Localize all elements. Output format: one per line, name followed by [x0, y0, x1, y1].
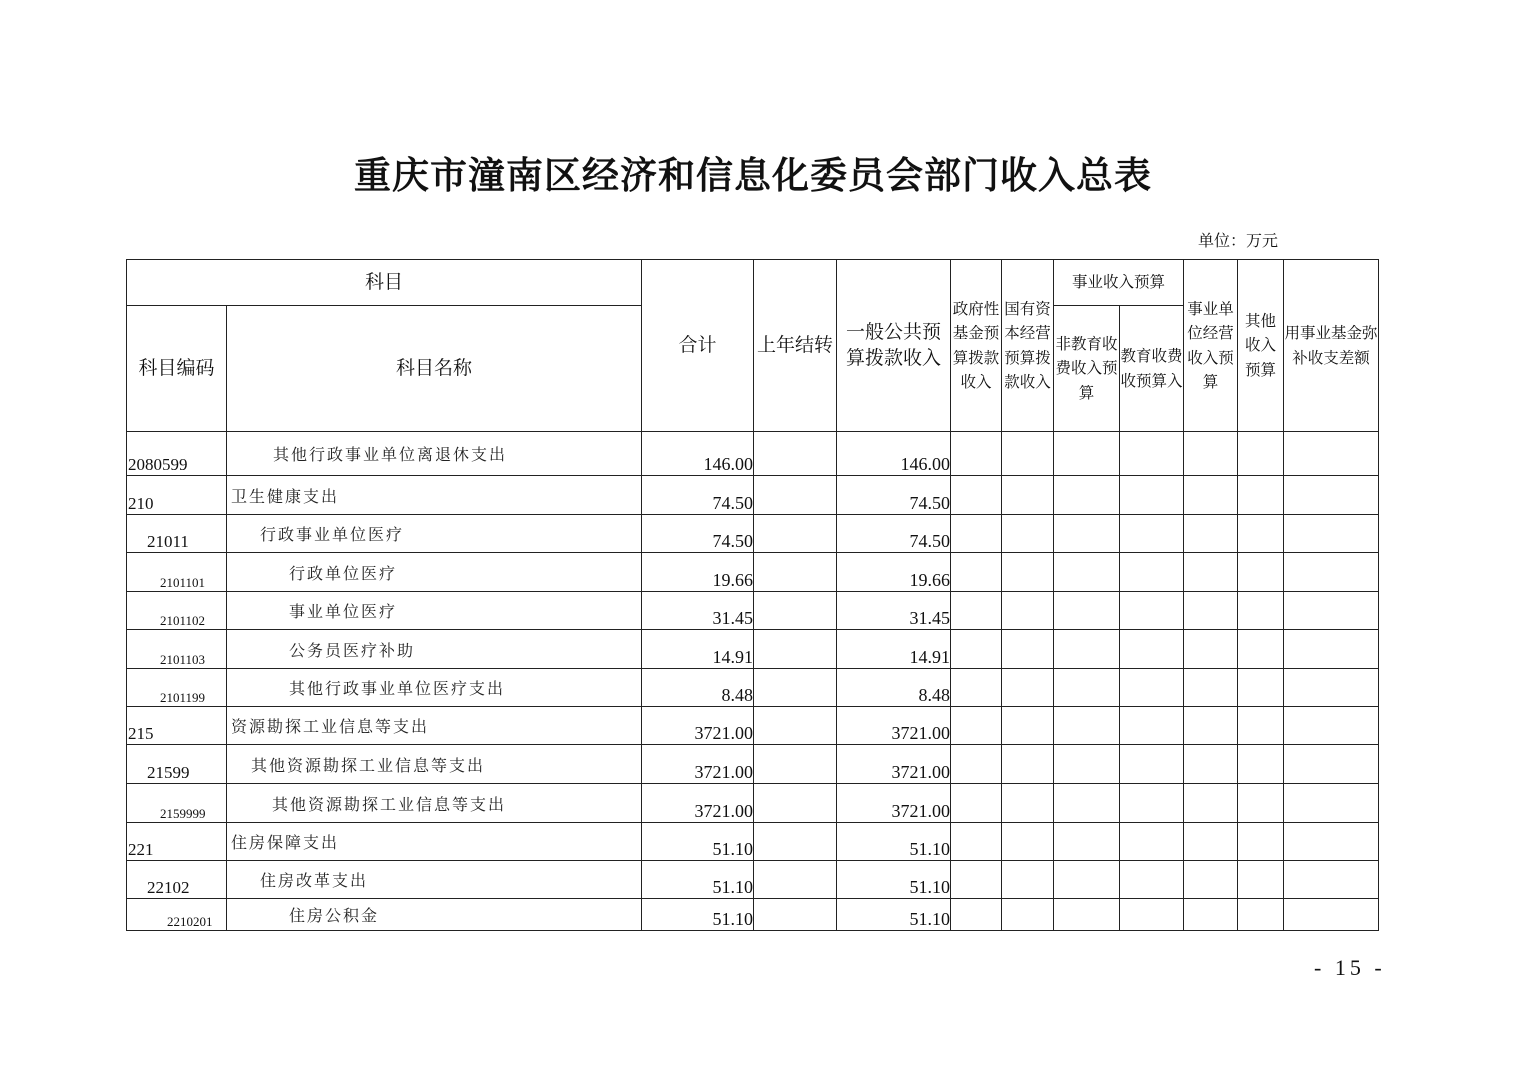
row-cell — [1238, 669, 1284, 707]
row-cell — [1284, 745, 1379, 784]
row-total: 51.10 — [642, 899, 754, 931]
row-cell — [1184, 553, 1238, 592]
row-code: 2159999 — [127, 784, 227, 823]
row-cell — [1002, 476, 1054, 515]
row-cell — [1120, 899, 1184, 931]
row-cell — [1120, 745, 1184, 784]
row-name: 其他行政事业单位医疗支出 — [227, 669, 642, 707]
row-cell — [1054, 899, 1120, 931]
row-general: 51.10 — [837, 823, 951, 861]
row-cell — [951, 630, 1002, 669]
row-general: 74.50 — [837, 476, 951, 515]
row-cell — [1238, 707, 1284, 745]
header-fund-balance: 用事业基金弥补收支差额 — [1284, 260, 1379, 432]
header-state-capital: 国有资本经营预算拨款收入 — [1002, 260, 1054, 432]
row-cell — [1284, 553, 1379, 592]
row-cell — [1002, 630, 1054, 669]
row-cell — [754, 707, 837, 745]
header-code: 科目编码 — [127, 306, 227, 432]
table-row — [127, 630, 1379, 669]
row-code: 2101199 — [127, 669, 227, 707]
row-code: 215 — [127, 707, 227, 745]
row-cell — [1184, 592, 1238, 630]
row-cell — [754, 432, 837, 476]
row-code: 210 — [127, 476, 227, 515]
row-cell — [1238, 592, 1284, 630]
row-cell — [1120, 707, 1184, 745]
row-cell — [754, 630, 837, 669]
header-carryover: 上年结转 — [754, 260, 837, 432]
row-cell — [951, 592, 1002, 630]
row-code: 21011 — [127, 515, 227, 553]
row-cell — [1238, 515, 1284, 553]
row-code: 2101102 — [127, 592, 227, 630]
row-cell — [951, 669, 1002, 707]
row-code: 2210201 — [127, 899, 227, 931]
row-cell — [1184, 823, 1238, 861]
row-name: 其他资源勘探工业信息等支出 — [227, 784, 642, 823]
row-cell — [1054, 784, 1120, 823]
header-gov-fund: 政府性基金预算拨款收入 — [951, 260, 1002, 432]
row-cell — [1054, 669, 1120, 707]
table-row — [127, 432, 1379, 476]
row-cell — [1284, 476, 1379, 515]
row-name: 事业单位医疗 — [227, 592, 642, 630]
row-cell — [1184, 630, 1238, 669]
row-cell — [1184, 745, 1238, 784]
row-cell — [1284, 707, 1379, 745]
row-general: 74.50 — [837, 515, 951, 553]
row-cell — [1184, 432, 1238, 476]
table-row — [127, 861, 1379, 899]
row-cell — [754, 823, 837, 861]
row-total: 74.50 — [642, 515, 754, 553]
table-row — [127, 707, 1379, 745]
row-cell — [1002, 432, 1054, 476]
row-cell — [1120, 823, 1184, 861]
row-cell — [1184, 515, 1238, 553]
table-row — [127, 823, 1379, 861]
row-total: 74.50 — [642, 476, 754, 515]
row-cell — [1002, 899, 1054, 931]
row-cell — [1284, 861, 1379, 899]
header-other: 其他收入预算 — [1238, 260, 1284, 432]
row-cell — [754, 861, 837, 899]
row-cell — [1238, 745, 1284, 784]
row-cell — [1238, 553, 1284, 592]
row-cell — [1238, 476, 1284, 515]
row-cell — [1054, 630, 1120, 669]
row-cell — [1284, 899, 1379, 931]
row-code: 21599 — [127, 745, 227, 784]
row-general: 3721.00 — [837, 784, 951, 823]
row-cell — [951, 784, 1002, 823]
row-name: 行政单位医疗 — [227, 553, 642, 592]
row-cell — [1184, 476, 1238, 515]
row-cell — [1184, 707, 1238, 745]
row-cell — [1238, 899, 1284, 931]
row-name: 公务员医疗补助 — [227, 630, 642, 669]
row-cell — [754, 784, 837, 823]
row-cell — [1002, 861, 1054, 899]
row-general: 146.00 — [837, 432, 951, 476]
row-total: 3721.00 — [642, 745, 754, 784]
unit-label: 单位：万元 — [1198, 231, 1279, 250]
row-cell — [754, 592, 837, 630]
row-cell — [951, 745, 1002, 784]
row-code: 22102 — [127, 861, 227, 899]
row-general: 51.10 — [837, 861, 951, 899]
table-row — [127, 784, 1379, 823]
row-cell — [951, 553, 1002, 592]
row-total: 14.91 — [642, 630, 754, 669]
row-total: 31.45 — [642, 592, 754, 630]
table-row — [127, 553, 1379, 592]
row-total: 19.66 — [642, 553, 754, 592]
table-row — [127, 515, 1379, 553]
row-cell — [1284, 823, 1379, 861]
row-cell — [1120, 553, 1184, 592]
row-cell — [1238, 432, 1284, 476]
header-total: 合计 — [642, 260, 754, 432]
row-cell — [1120, 861, 1184, 899]
row-cell — [1238, 823, 1284, 861]
header-edu: 教育收费收预算入 — [1120, 306, 1184, 432]
row-code: 2101101 — [127, 553, 227, 592]
row-name: 其他资源勘探工业信息等支出 — [227, 745, 642, 784]
row-cell — [1054, 745, 1120, 784]
row-cell — [1184, 899, 1238, 931]
row-cell — [1120, 592, 1184, 630]
row-cell — [754, 553, 837, 592]
income-table — [126, 259, 1379, 931]
row-cell — [1284, 630, 1379, 669]
row-cell — [1054, 553, 1120, 592]
header-name: 科目名称 — [227, 306, 642, 432]
row-cell — [1238, 861, 1284, 899]
row-total: 3721.00 — [642, 707, 754, 745]
row-cell — [1002, 823, 1054, 861]
row-cell — [1002, 553, 1054, 592]
header-general-budget: 一般公共预算拨款收入 — [837, 260, 951, 432]
row-cell — [754, 515, 837, 553]
row-cell — [1284, 515, 1379, 553]
row-general: 14.91 — [837, 630, 951, 669]
row-total: 146.00 — [642, 432, 754, 476]
row-cell — [1184, 669, 1238, 707]
row-cell — [1284, 784, 1379, 823]
row-cell — [754, 899, 837, 931]
table-row — [127, 476, 1379, 515]
row-name: 资源勘探工业信息等支出 — [227, 707, 642, 745]
row-general: 3721.00 — [837, 745, 951, 784]
row-total: 51.10 — [642, 823, 754, 861]
row-total: 3721.00 — [642, 784, 754, 823]
row-cell — [1238, 784, 1284, 823]
row-cell — [1054, 476, 1120, 515]
table-row — [127, 745, 1379, 784]
row-total: 51.10 — [642, 861, 754, 899]
row-cell — [1002, 515, 1054, 553]
row-total: 8.48 — [642, 669, 754, 707]
row-cell — [1002, 784, 1054, 823]
header-unit-operation: 事业单位经营收入预算 — [1184, 260, 1238, 432]
row-cell — [951, 861, 1002, 899]
row-cell — [951, 823, 1002, 861]
table-row — [127, 592, 1379, 630]
row-cell — [1002, 707, 1054, 745]
row-name: 行政事业单位医疗 — [227, 515, 642, 553]
row-cell — [951, 515, 1002, 553]
row-general: 19.66 — [837, 553, 951, 592]
row-code: 2080599 — [127, 432, 227, 476]
row-cell — [754, 476, 837, 515]
row-cell — [1054, 592, 1120, 630]
header-business-income: 事业收入预算 — [1054, 260, 1184, 306]
row-cell — [754, 669, 837, 707]
row-cell — [1120, 784, 1184, 823]
row-name: 其他行政事业单位离退休支出 — [227, 432, 642, 476]
row-cell — [1284, 592, 1379, 630]
row-name: 住房保障支出 — [227, 823, 642, 861]
row-cell — [951, 432, 1002, 476]
row-cell — [1284, 432, 1379, 476]
page-title: 重庆市潼南区经济和信息化委员会部门收入总表 — [354, 153, 1152, 197]
row-cell — [1054, 861, 1120, 899]
row-cell — [1054, 707, 1120, 745]
row-cell — [1054, 432, 1120, 476]
row-cell — [1002, 669, 1054, 707]
row-name: 住房改革支出 — [227, 861, 642, 899]
table-row — [127, 669, 1379, 707]
row-cell — [1120, 476, 1184, 515]
row-cell — [1120, 515, 1184, 553]
row-general: 3721.00 — [837, 707, 951, 745]
row-cell — [1054, 515, 1120, 553]
row-cell — [1284, 669, 1379, 707]
row-cell — [1120, 630, 1184, 669]
row-cell — [1184, 784, 1238, 823]
header-non-edu: 非教育收费收入预算 — [1054, 306, 1120, 432]
row-cell — [754, 745, 837, 784]
row-cell — [1238, 630, 1284, 669]
row-cell — [951, 476, 1002, 515]
header-subject: 科目 — [127, 260, 642, 306]
row-cell — [1002, 592, 1054, 630]
row-cell — [951, 707, 1002, 745]
row-general: 31.45 — [837, 592, 951, 630]
row-cell — [1054, 823, 1120, 861]
table-row — [127, 899, 1379, 931]
row-code: 2101103 — [127, 630, 227, 669]
row-general: 51.10 — [837, 899, 951, 931]
row-cell — [1120, 432, 1184, 476]
row-cell — [1120, 669, 1184, 707]
row-cell — [951, 899, 1002, 931]
row-cell — [1184, 861, 1238, 899]
row-cell — [1002, 745, 1054, 784]
row-name: 住房公积金 — [227, 899, 642, 931]
page-number: - 15 - — [1314, 955, 1386, 980]
row-general: 8.48 — [837, 669, 951, 707]
row-name: 卫生健康支出 — [227, 476, 642, 515]
row-code: 221 — [127, 823, 227, 861]
